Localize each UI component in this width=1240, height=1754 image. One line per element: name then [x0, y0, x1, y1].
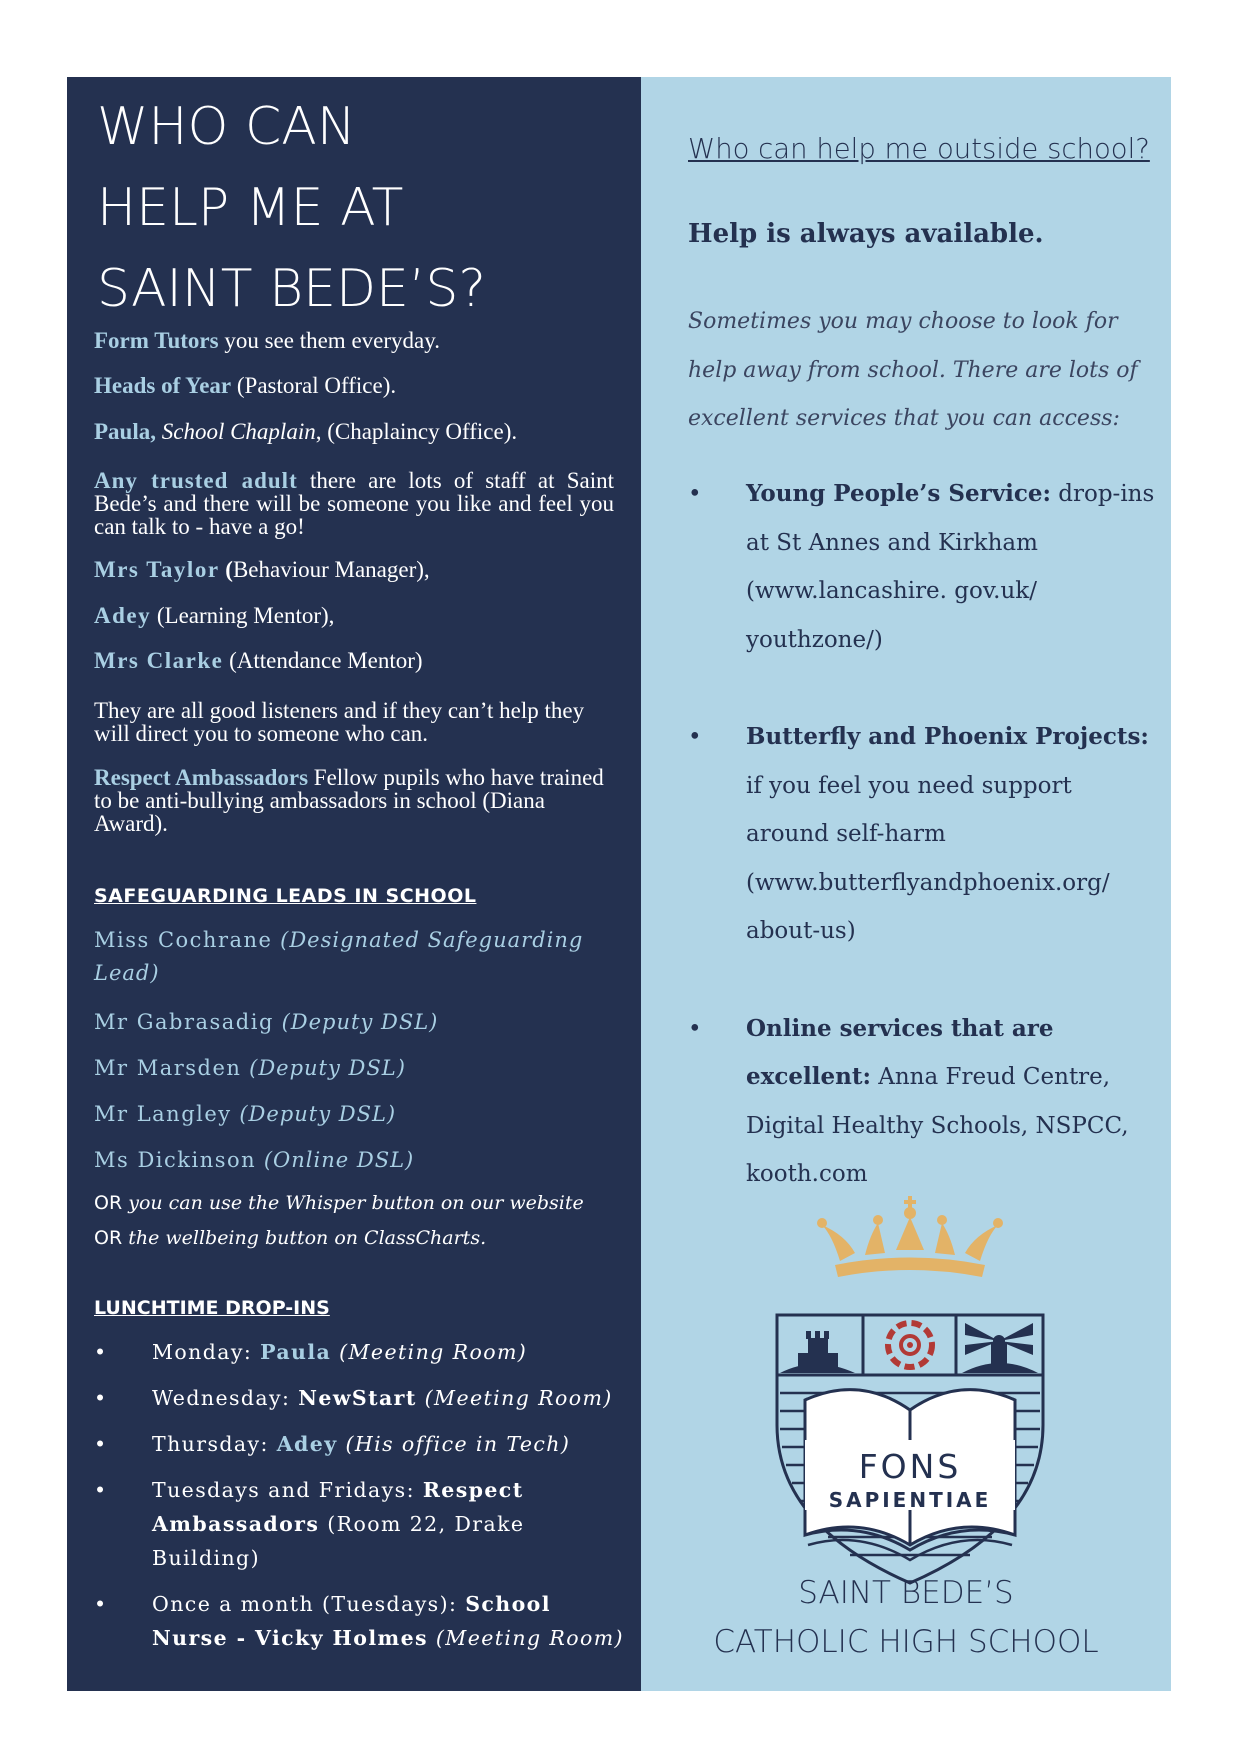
safeguarding-lead — [94, 924, 614, 990]
service-text: Anna Freud Centre, Digital Healthy Schools, NSPCC, kooth.com — [746, 1064, 1129, 1187]
drop-in-where: (Meeting Room) — [427, 1626, 624, 1650]
page-title — [97, 87, 486, 330]
lead-name: Mr Marsden — [94, 1056, 242, 1080]
list-item — [94, 1473, 624, 1575]
helper-text: Behaviour Manager), — [232, 557, 430, 582]
crest-motto-bottom: SAPIENTIAE — [828, 1488, 992, 1512]
title-line-1: WHO CAN — [97, 97, 356, 157]
lead-role: (Designated Safeguarding Lead) — [94, 928, 584, 985]
wellbeing-note — [94, 1227, 486, 1249]
lunchtime-list — [94, 1335, 624, 1667]
service-text: if you feel you need support around self-harm (www.butterflyandphoenix.org/ about-us) — [746, 772, 1110, 944]
helper-name: Mrs Clarke — [94, 648, 224, 673]
helper-paren: ( — [219, 557, 233, 582]
drop-in-day: Thursday: — [152, 1432, 277, 1456]
lead-role: (Deputy DSL) — [241, 1056, 406, 1080]
lead-role: (Online DSL) — [256, 1148, 415, 1172]
title-line-3: SAINT BEDE’S? — [97, 259, 487, 319]
helper-name: Respect Ambassadors — [94, 765, 309, 790]
service-name: Young People’s Service: — [746, 480, 1051, 507]
school-name-line-2: CATHOLIC HIGH SCHOOL — [713, 1624, 1099, 1660]
helper-name: Adey — [94, 603, 152, 628]
drop-in-who: Respect Ambassadors — [152, 1478, 524, 1536]
outside-intro: Sometimes you may choose to look for help away from school. There are lots of excellent services that you can access: — [688, 309, 1138, 431]
drop-in-where: (His office in Tech) — [337, 1432, 571, 1456]
helper-mrs-clarke — [94, 648, 614, 674]
helper-role: School Chaplain — [155, 419, 316, 444]
helper-form-tutors — [94, 328, 614, 354]
helpers-listeners-note: They are all good listeners and if they can’t help they will direct you to someone who can. — [94, 698, 585, 746]
helper-text: Fellow pupils who have trained to be anti-bullying ambassadors in school (Diana Award). — [94, 765, 604, 836]
lead-role: (Deputy DSL) — [231, 1102, 397, 1126]
wellbeing-note-text: the wellbeing button on ClassCharts. — [122, 1227, 487, 1249]
castle-icon — [780, 1331, 855, 1373]
whisper-note — [94, 1192, 584, 1214]
service-name: Butterfly and Phoenix Projects: — [746, 723, 1149, 750]
or-keyword: OR — [94, 1192, 123, 1214]
helper-adey — [94, 603, 614, 629]
outside-heading: Who can help me outside school? — [688, 133, 1150, 165]
crown-icon — [817, 1196, 1003, 1277]
title-line-2: HELP ME AT — [97, 178, 404, 238]
helper-trusted-adult — [94, 469, 614, 538]
lead-name: Miss Cochrane — [94, 928, 273, 952]
school-crest-logo — [770, 1195, 1050, 1595]
service-name: Online services that are excellent: — [746, 1014, 1054, 1090]
list-item — [688, 713, 1158, 956]
helper-name: Form Tutors — [94, 328, 219, 353]
list-item — [94, 1335, 624, 1369]
list-item — [94, 1381, 624, 1415]
rose-icon — [888, 1323, 932, 1367]
drop-in-where: (Meeting Room) — [416, 1386, 613, 1410]
lead-name: Mr Gabrasadig — [94, 1010, 274, 1034]
helper-name: Paula, — [94, 419, 156, 444]
lead-name: Ms Dickinson — [94, 1148, 257, 1172]
safeguarding-lead — [94, 1144, 614, 1177]
helper-name: Heads of Year — [94, 373, 232, 398]
helper-mrs-taylor — [94, 557, 614, 583]
helper-paula — [94, 419, 614, 445]
or-keyword: OR — [94, 1227, 123, 1249]
drop-in-where: (Room 22, Drake Building) — [152, 1512, 525, 1570]
list-item — [94, 1587, 624, 1655]
drop-in-day: Once a month (Tuesdays): — [152, 1592, 466, 1616]
outside-subheading: Help is always available. — [688, 219, 1044, 249]
helper-name: Any trusted adult — [94, 468, 298, 493]
list-item — [688, 470, 1158, 664]
helper-text: there are lots of staff at Saint Bede’s and there will be someone you like and feel you can talk to - have a go! — [94, 468, 614, 539]
whisper-note-text: you can use the Whisper button on our website — [122, 1192, 584, 1214]
drop-in-day: Monday: — [152, 1340, 261, 1364]
helper-text: (Learning Mentor), — [151, 603, 335, 628]
safeguarding-lead — [94, 1052, 614, 1085]
lighthouse-icon — [962, 1323, 1038, 1373]
list-item — [94, 1427, 624, 1461]
helper-respect-ambassadors — [94, 766, 614, 835]
crest-motto-top: FONS — [858, 1447, 962, 1486]
drop-in-day: Wednesday: — [152, 1386, 299, 1410]
school-name-line-1: SAINT BEDE’S — [798, 1575, 1014, 1611]
helper-text: (Attendance Mentor) — [223, 648, 423, 673]
list-item — [688, 1005, 1158, 1199]
drop-in-who: NewStart — [298, 1386, 417, 1410]
lead-role: (Deputy DSL) — [273, 1010, 439, 1034]
lunchtime-heading: LUNCHTIME DROP-INS — [94, 1297, 330, 1319]
drop-in-who: Paula — [260, 1340, 332, 1364]
helper-heads-of-year — [94, 373, 614, 399]
safeguarding-heading: SAFEGUARDING LEADS IN SCHOOL — [94, 885, 477, 907]
drop-in-who: Adey — [276, 1432, 338, 1456]
helper-text: (Pastoral Office). — [231, 373, 397, 398]
safeguarding-lead — [94, 1006, 614, 1039]
helper-text: , (Chaplaincy Office). — [315, 419, 518, 444]
service-text: drop-ins at St Annes and Kirkham (www.lancashire. gov.uk/ youthzone/) — [746, 481, 1155, 653]
drop-in-where: (Meeting Room) — [331, 1340, 528, 1364]
lead-name: Mr Langley — [94, 1102, 232, 1126]
helper-name: Mrs Taylor — [94, 557, 220, 582]
helper-text: you see them everyday. — [218, 328, 440, 353]
services-list — [688, 470, 1158, 1248]
safeguarding-lead — [94, 1098, 614, 1131]
drop-in-who: School Nurse - Vicky Holmes — [152, 1592, 551, 1650]
drop-in-day: Tuesdays and Fridays: — [152, 1478, 423, 1502]
